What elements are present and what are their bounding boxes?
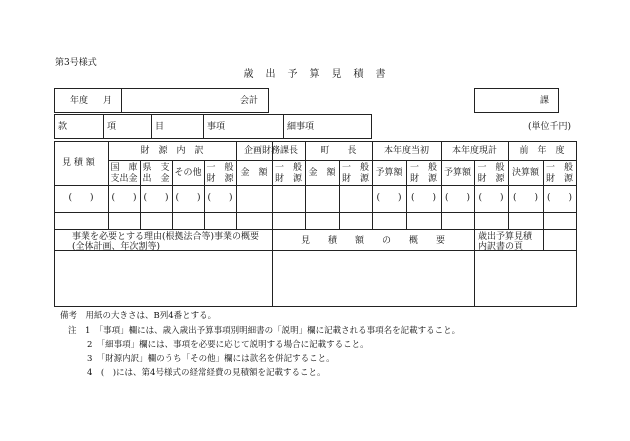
page-title: 歳 出 予 算 見 積 書 bbox=[243, 69, 387, 80]
ippan-label-4: 一 般 財 源 bbox=[409, 163, 437, 184]
kikaku-label: 企画財務課長 bbox=[243, 146, 298, 156]
ippan-label-3: 一 般 財 源 bbox=[341, 163, 369, 184]
ken-label: 県 支 出 金 bbox=[142, 163, 170, 184]
account-label: 会計 bbox=[240, 96, 259, 106]
paren-cell: ( ) bbox=[478, 193, 504, 203]
paren-cell: ( ) bbox=[512, 193, 539, 203]
section-label: 課 bbox=[540, 96, 550, 106]
note-biko: 備考 用紙の大きさは、B列4番とする。 bbox=[60, 311, 217, 321]
jikou-label: 事項 bbox=[207, 122, 226, 132]
paren-cell: ( ) bbox=[68, 193, 94, 203]
note-3: 3 「財源内訳」欄のうち「その他」欄には款名を併記すること。 bbox=[87, 354, 335, 364]
overview-label: 見 積 額 の 概 要 bbox=[300, 236, 445, 246]
ippan-label-2: 一 般 財 源 bbox=[274, 163, 302, 184]
ippan-label-5: 一 般 財 源 bbox=[477, 163, 505, 184]
current-initial-label: 本年度当初 bbox=[383, 146, 429, 156]
kessan-label: 決算額 bbox=[511, 168, 539, 178]
paren-cell: ( ) bbox=[175, 193, 201, 203]
yosan-label-2: 予算額 bbox=[443, 168, 471, 178]
kingaku-label-1: 金 額 bbox=[240, 168, 268, 178]
note-2: 2 「細事項」欄には、事項を必要に応じて説明する場合に記載すること。 bbox=[87, 340, 369, 350]
kou-label: 項 bbox=[107, 122, 117, 132]
page-ref-label: 歳出予算見積 内訳書の頁 bbox=[478, 232, 533, 252]
paren-cell: ( ) bbox=[546, 193, 573, 203]
paren-cell: ( ) bbox=[207, 193, 233, 203]
yosan-label-1: 予算額 bbox=[375, 168, 403, 178]
month-label: 月 bbox=[103, 96, 113, 106]
paren-cell: ( ) bbox=[410, 193, 437, 203]
kingaku-label-2: 金 額 bbox=[308, 168, 336, 178]
ippan-label-1: 一 般 財 源 bbox=[206, 163, 234, 184]
paren-cell: ( ) bbox=[376, 193, 402, 203]
chou-label: 町 長 bbox=[320, 146, 357, 156]
saijikou-label: 細事項 bbox=[287, 122, 315, 132]
note-1: 注 1 「事項」欄には、歳入歳出予算事項別明細書の「説明」欄に記載される事項名を記載すること。 bbox=[68, 326, 461, 336]
reason-label: 事業を必要とする理由(根拠法合等)事業の概要 (全体計画、年次割等) bbox=[72, 232, 260, 252]
previous-year-label: 前 年 度 bbox=[519, 146, 565, 156]
mitsumori-label: 見 積 額 bbox=[62, 158, 95, 168]
paren-cell: ( ) bbox=[143, 193, 169, 203]
year-label: 年度 bbox=[70, 96, 89, 106]
form-number: 第3号様式 bbox=[55, 58, 97, 68]
zaigen-uchiwake-label: 財 源 内 訳 bbox=[140, 146, 204, 156]
moku-label: 目 bbox=[155, 122, 165, 132]
ippan-label-6: 一 般 財 源 bbox=[545, 163, 573, 184]
sonota-label: その他 bbox=[174, 168, 202, 178]
note-4: 4 ( )には、第4号様式の経常経費の見積額を記載すること。 bbox=[87, 368, 326, 378]
kokko-label: 国 庫 支出金 bbox=[110, 163, 138, 184]
paren-cell: ( ) bbox=[111, 193, 137, 203]
kan-label: 款 bbox=[58, 122, 68, 132]
unit-label: (単位千円) bbox=[528, 122, 572, 132]
paren-cell: ( ) bbox=[444, 193, 471, 203]
current-estimate-label: 本年度現計 bbox=[451, 146, 497, 156]
